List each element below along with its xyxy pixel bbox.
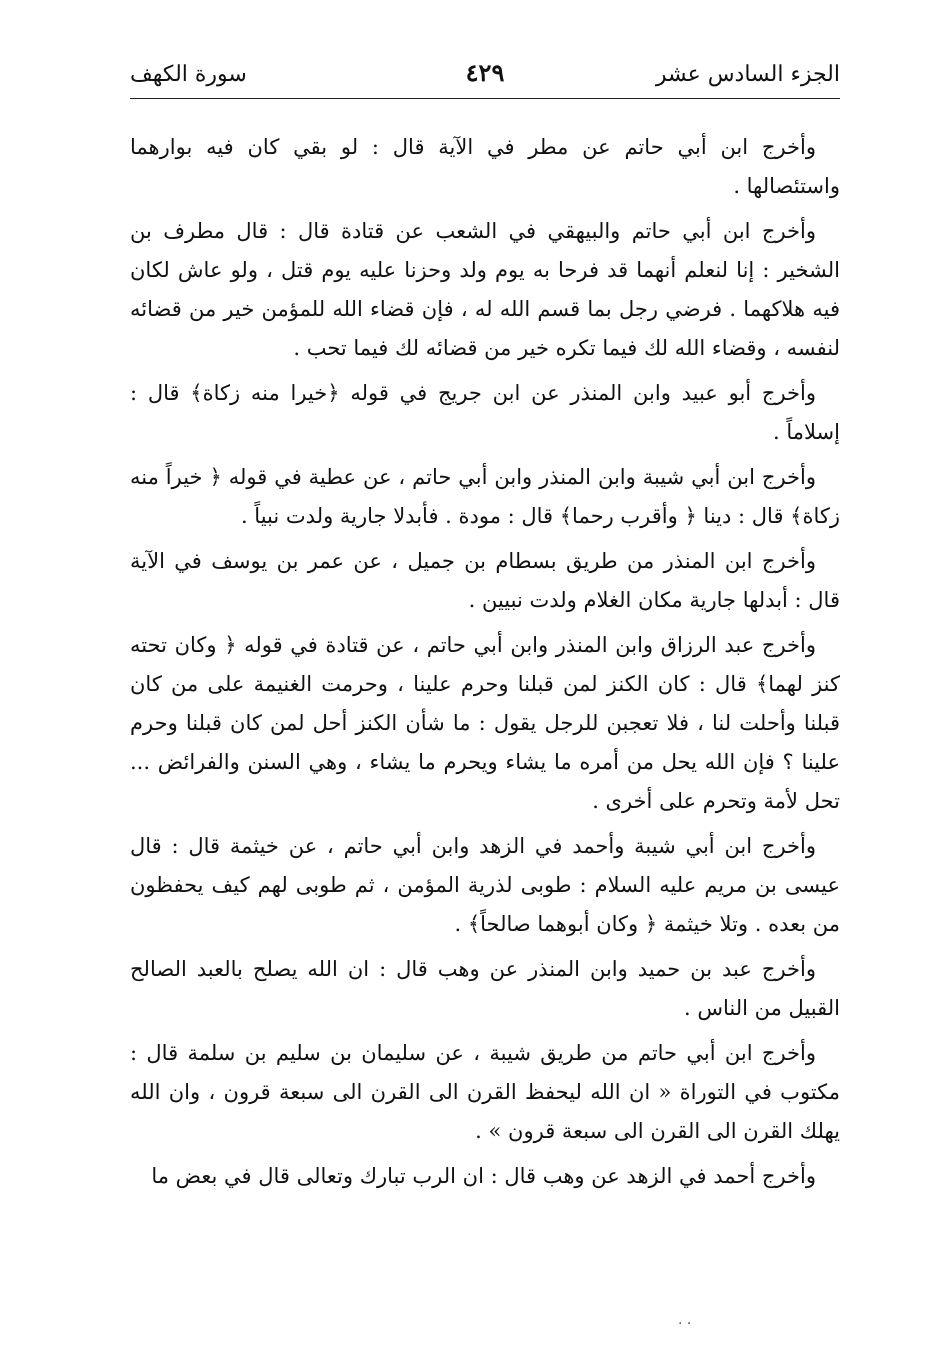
paragraph: وأخرج ابن أبي حاتم عن مطر في الآية قال : لو بقي كان فيه بوارهما واستئصالها . <box>130 135 840 198</box>
footer-mark: . . <box>678 1312 692 1328</box>
paragraph: وأخرج عبد الرزاق وابن المنذر وابن أبي حاتم ، عن قتادة في قوله ﴿ وكان تحته كنز لهما﴾ قال : كان الكنز لمن قبلنا وحرم علينا ، وحرمت الغنيمة على من كان قبلنا وأحلت لنا ، فلا تعجبن للرجل يقول : ما شأن الكنز أحل لمن كان قبلنا وحرم علينا ؟ فإن الله يحل من أمره ما يشاء ويحرم ما يشاء ، وهي السنن والفرائض ... تحل لأمة وتحرم على أخرى . <box>130 633 840 813</box>
surah-title: سورة الكهف <box>130 62 247 87</box>
paragraph: وأخرج ابن المنذر من طريق بسطام بن جميل ، عن عمر بن يوسف في الآية قال : أبدلها جارية مكان الغلام ولدت نبيين . <box>130 549 840 612</box>
page-number: ٤٢٩ <box>465 58 505 87</box>
paragraph: وأخرج ابن أبي حاتم والبيهقي في الشعب عن قتادة قال : قال مطرف بن الشخير : إنا لنعلم أنهما قد فرحا به يوم ولد وحزنا عليه يوم قتل ، ولو عاش لكان فيه هلاكهما . فرضي رجل بما قسم الله له ، فإن قضاء الله للمؤمن خير من قضائه لنفسه ، وقضاء الله لك فيما تكره خير من قضائه لك فيما تحب . <box>130 219 840 360</box>
page-header <box>130 56 840 96</box>
paragraph: وأخرج ابن أبي حاتم من طريق شيبة ، عن سليمان بن سليم بن سلمة قال : مكتوب في التوراة « ان الله ليحفظ القرن الى القرن الى سبعة قرون ، وان الله يهلك القرن الى القرن الى سبعة قرون » . <box>130 1041 840 1143</box>
paragraph: وأخرج عبد بن حميد وابن المنذر عن وهب قال : ان الله يصلح بالعبد الصالح القبيل من الناس . <box>130 957 840 1020</box>
part-title: الجزء السادس عشر <box>655 62 840 87</box>
page-body <box>130 128 840 1202</box>
paragraph: وأخرج ابن أبي شيبة وأحمد في الزهد وابن أبي حاتم ، عن خيثمة قال : قال عيسى بن مريم عليه السلام : طوبى لذرية المؤمن ، ثم طوبى لهم كيف يحفظون من بعده . وتلا خيثمة ﴿ وكان أبوهما صالحاً﴾ . <box>130 834 840 936</box>
paragraph: وأخرج أحمد في الزهد عن وهب قال : ان الرب تبارك وتعالى قال في بعض ما <box>151 1164 816 1188</box>
paragraph: وأخرج ابن أبي شيبة وابن المنذر وابن أبي حاتم ، عن عطية في قوله ﴿ خيراً منه زكاة﴾ قال : دينا ﴿ وأقرب رحما﴾ قال : مودة . فأبدلا جارية ولدت نبياً . <box>130 465 840 528</box>
paragraph: وأخرج أبو عبيد وابن المنذر عن ابن جريج في قوله ﴿خيرا منه زكاة﴾ قال : إسلاماً . <box>130 381 840 444</box>
header-rule <box>130 98 840 99</box>
